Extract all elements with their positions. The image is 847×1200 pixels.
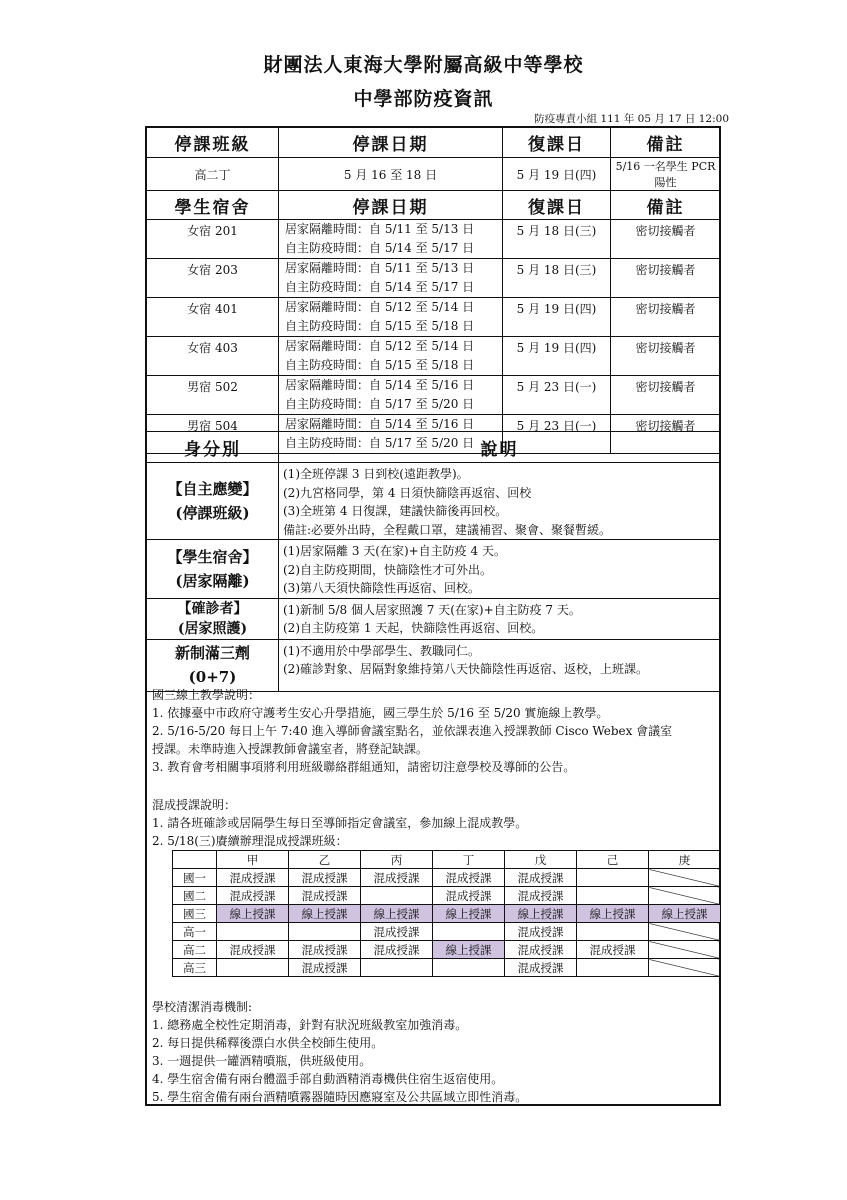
- online-teaching-section: [152, 686, 717, 776]
- matrix-cell: [649, 941, 721, 959]
- class-note: 5/16 一名學生 PCR 陽性: [611, 158, 721, 191]
- page-title: 財團法人東海大學附屬高級中等學校: [263, 54, 584, 76]
- matrix-cell: [577, 959, 649, 977]
- matrix-cell: 混成授課: [289, 887, 361, 905]
- matrix-cell: 線上授課: [433, 905, 505, 923]
- identity-label: 【學生宿舍】: [167, 547, 258, 566]
- matrix-column-header: 戊: [505, 851, 577, 869]
- matrix-cell: 混成授課: [361, 941, 433, 959]
- matrix-cell: 線上授課: [361, 905, 433, 923]
- list-item: 1. 總務處全校性定期消毒，針對有狀況班級教室加強消毒。: [152, 1018, 468, 1032]
- matrix-cell: 線上授課: [217, 905, 289, 923]
- header-resume: 復課日: [503, 128, 611, 158]
- table-row: [173, 869, 721, 887]
- dorm-name: 女宿 203: [147, 259, 279, 298]
- matrix-column-header: 丙: [361, 851, 433, 869]
- matrix-column-header: 乙: [289, 851, 361, 869]
- matrix-cell: [577, 923, 649, 941]
- class-resume: 5 月 19 日(四): [503, 158, 611, 191]
- matrix-cell: [649, 959, 721, 977]
- self-period: 自主防疫時間：自 5/17 至 5/20 日: [285, 436, 475, 450]
- list-item: 2. 每日提供稀釋後漂白水供全校師生使用。: [152, 1036, 384, 1050]
- matrix-cell: [577, 887, 649, 905]
- matrix-corner: [173, 851, 217, 869]
- home-period: 居家隔離時間：自 5/12 至 5/14 日: [285, 300, 475, 314]
- matrix-cell: 混成授課: [289, 941, 361, 959]
- table-row: [173, 923, 721, 941]
- dorm-name: 女宿 401: [147, 298, 279, 337]
- identity-label: 新制滿三劑: [174, 644, 250, 662]
- matrix-cell: 混成授課: [217, 941, 289, 959]
- list-item: 授課。未準時進入授課教師會議室者，將登記缺課。: [152, 742, 429, 756]
- hybrid-teaching-section: [152, 796, 717, 850]
- rule-line: (1)不適用於中學部學生、教職同仁。: [283, 643, 480, 658]
- matrix-cell: 混成授課: [505, 923, 577, 941]
- dorm-resume: 5 月 23 日(一): [503, 415, 611, 454]
- matrix-grade: 國二: [173, 887, 217, 905]
- rule-line: (2)自主防疫期間，快篩陰性才可外出。: [283, 562, 492, 577]
- header-dorm: 學生宿舍: [147, 191, 279, 220]
- self-period: 自主防疫時間：自 5/17 至 5/20 日: [285, 397, 475, 411]
- matrix-column-header: 甲: [217, 851, 289, 869]
- matrix-cell: 混成授課: [361, 869, 433, 887]
- rule-line: (1)全班停課 3 日到校(遠距教學)。: [283, 467, 469, 481]
- matrix-cell: 線上授課: [577, 905, 649, 923]
- header-dorm-note: 備註: [611, 191, 721, 220]
- identity-sub: (居家隔離): [175, 571, 250, 590]
- matrix-cell: 混成授課: [289, 869, 361, 887]
- matrix-column-header: 庚: [649, 851, 721, 869]
- matrix-cell: 混成授課: [361, 923, 433, 941]
- matrix-cell: 線上授課: [649, 905, 721, 923]
- dorm-note: 密切接觸者: [611, 415, 721, 454]
- section-title: 國三線上教學說明：: [152, 688, 261, 702]
- section-title: 學校清潔消毒機制:: [152, 1000, 253, 1014]
- list-item: 5. 學生宿舍備有兩台酒精噴霧器隨時因應寢室及公共區域立即性消毒。: [152, 1090, 528, 1104]
- matrix-cell: 混成授課: [505, 959, 577, 977]
- header-class: 停課班級: [147, 128, 279, 158]
- identity-sub: (停課班級): [175, 504, 250, 522]
- header-dorm-resume: 復課日: [503, 191, 611, 220]
- list-item: 3. 教育會考相關事項將利用班級聯絡群組通知，請密切注意學校及導師的公告。: [152, 760, 576, 774]
- dorm-resume: 5 月 19 日(四): [503, 298, 611, 337]
- identity-label: 【確診者】: [177, 600, 248, 617]
- matrix-cell: [289, 923, 361, 941]
- table-row: [147, 220, 721, 259]
- rule-line: (2)九宮格同學，第 4 日須快篩陰再返宿、回校: [283, 485, 532, 500]
- page-subtitle: 中學部防疫資訊: [353, 88, 494, 110]
- matrix-cell: 混成授課: [505, 941, 577, 959]
- matrix-cell: [433, 923, 505, 941]
- table-row: [147, 540, 721, 599]
- cleaning-section: [152, 998, 717, 1106]
- matrix-cell: 線上授課: [289, 905, 361, 923]
- self-period: 自主防疫時間：自 5/14 至 5/17 日: [285, 241, 475, 255]
- home-period: 居家隔離時間：自 5/14 至 5/16 日: [285, 417, 475, 431]
- rule-line: (3)第八天須快篩陰性再返宿、回校。: [283, 581, 480, 595]
- matrix-cell: 線上授課: [433, 941, 505, 959]
- matrix-cell: [649, 923, 721, 941]
- matrix-cell: 混成授課: [217, 887, 289, 905]
- dorm-note: 密切接觸者: [611, 298, 721, 337]
- table-row: [173, 941, 721, 959]
- matrix-cell: 混成授課: [433, 869, 505, 887]
- header-identity: 身分別: [147, 432, 279, 463]
- dorm-name: 女宿 201: [147, 220, 279, 259]
- issue-stamp: 防疫專責小組 111 年 05 月 17 日 12:00: [534, 113, 729, 125]
- matrix-cell: 混成授課: [433, 887, 505, 905]
- rule-line: (1)新制 5/8 個人居家照護 7 天(在家)+自主防疫 7 天。: [283, 602, 581, 617]
- matrix-column-header: 丁: [433, 851, 505, 869]
- dorm-name: 男宿 502: [147, 376, 279, 415]
- self-period: 自主防疫時間：自 5/15 至 5/18 日: [285, 319, 475, 333]
- dorm-note: 密切接觸者: [611, 220, 721, 259]
- matrix-cell: [649, 887, 721, 905]
- rule-line: (2)確診對象、居隔對象維持第八天快篩陰性再返宿、返校，上班課。: [283, 662, 649, 676]
- list-item: 2. 5/16-5/20 每日上午 7:40 進入導師會議室點名，並依課表進入授課教師 Cisco Webex 會議室: [152, 724, 673, 738]
- dorm-note: 密切接觸者: [611, 337, 721, 376]
- dorm-name: 男宿 504: [147, 415, 279, 454]
- table-row: [147, 376, 721, 415]
- dorm-resume: 5 月 18 日(三): [503, 220, 611, 259]
- table-row: [173, 959, 721, 977]
- table-row: [147, 463, 721, 540]
- matrix-cell: 混成授課: [505, 887, 577, 905]
- matrix-cell: [217, 959, 289, 977]
- table-row: [147, 337, 721, 376]
- matrix-cell: [361, 887, 433, 905]
- matrix-cell: 混成授課: [577, 941, 649, 959]
- header-dates: 停課日期: [279, 128, 503, 158]
- hybrid-class-matrix: [172, 850, 721, 977]
- table-row: [147, 259, 721, 298]
- class-suspension-table: [146, 127, 721, 454]
- identity-sub: (0+7): [188, 668, 237, 686]
- home-period: 居家隔離時間：自 5/11 至 5/13 日: [285, 261, 475, 275]
- matrix-cell: 線上授課: [505, 905, 577, 923]
- matrix-grade: 國一: [173, 869, 217, 887]
- home-period: 居家隔離時間：自 5/14 至 5/16 日: [285, 378, 475, 392]
- list-item: 1. 依據臺中市政府守護考生安心升學措施，國三學生於 5/16 至 5/20 實施線上教學。: [152, 706, 609, 720]
- matrix-cell: 混成授課: [217, 869, 289, 887]
- rule-line: 備註:必要外出時，全程戴口罩，建議補習、聚會、聚餐暫緩。: [283, 522, 612, 537]
- header-note: 備註: [611, 128, 721, 158]
- matrix-grade: 高二: [173, 941, 217, 959]
- dorm-resume: 5 月 18 日(三): [503, 259, 611, 298]
- dorm-name: 女宿 403: [147, 337, 279, 376]
- self-period: 自主防疫時間：自 5/14 至 5/17 日: [285, 280, 475, 294]
- matrix-cell: [361, 959, 433, 977]
- table-row: [147, 598, 721, 639]
- header-dorm-dates: 停課日期: [279, 191, 503, 220]
- class-name: 高二丁: [147, 158, 279, 191]
- matrix-grade: 高一: [173, 923, 217, 941]
- dorm-resume: 5 月 19 日(四): [503, 337, 611, 376]
- matrix-grade: 高三: [173, 959, 217, 977]
- matrix-cell: [433, 959, 505, 977]
- rules-table: [146, 431, 721, 692]
- table-row: [147, 639, 721, 691]
- self-period: 自主防疫時間：自 5/15 至 5/18 日: [285, 358, 475, 372]
- matrix-grade: 國三: [173, 905, 217, 923]
- matrix-cell: [217, 923, 289, 941]
- matrix-cell: 混成授課: [289, 959, 361, 977]
- home-period: 居家隔離時間：自 5/11 至 5/13 日: [285, 222, 475, 236]
- table-row: [173, 905, 721, 923]
- list-item: 4. 學生宿舍備有兩台體溫手部自動酒精消毒機供住宿生返宿使用。: [152, 1072, 504, 1086]
- dorm-resume: 5 月 23 日(一): [503, 376, 611, 415]
- matrix-cell: 混成授課: [505, 869, 577, 887]
- class-dates: 5 月 16 至 18 日: [279, 158, 503, 191]
- matrix-column-header: 己: [577, 851, 649, 869]
- matrix-cell: [649, 869, 721, 887]
- rule-line: (2)自主防疫第 1 天起，快篩陰性再返宿、回校。: [283, 621, 544, 635]
- home-period: 居家隔離時間：自 5/12 至 5/14 日: [285, 339, 475, 353]
- dorm-note: 密切接觸者: [611, 259, 721, 298]
- identity-sub: (居家照護): [177, 620, 248, 637]
- table-row: [147, 298, 721, 337]
- list-item: 3. 一週提供一罐酒精噴瓶，供班級使用。: [152, 1054, 372, 1068]
- dorm-note: 密切接觸者: [611, 376, 721, 415]
- section-title: 混成授課說明：: [152, 798, 237, 812]
- identity-label: 【自主應變】: [167, 480, 258, 498]
- header-description: 說明: [279, 432, 721, 463]
- list-item: 2. 5/18(三)賡續辦理混成授課班級：: [152, 834, 348, 848]
- table-row: [173, 887, 721, 905]
- rule-line: (3)全班第 4 日復課，建議快篩後再回校。: [283, 504, 508, 518]
- list-item: 1. 請各班確診或居隔學生每日至導師指定會議室，參加線上混成教學。: [152, 816, 528, 830]
- rule-line: (1)居家隔離 3 天(在家)+自主防疫 4 天。: [283, 544, 506, 558]
- matrix-cell: [577, 869, 649, 887]
